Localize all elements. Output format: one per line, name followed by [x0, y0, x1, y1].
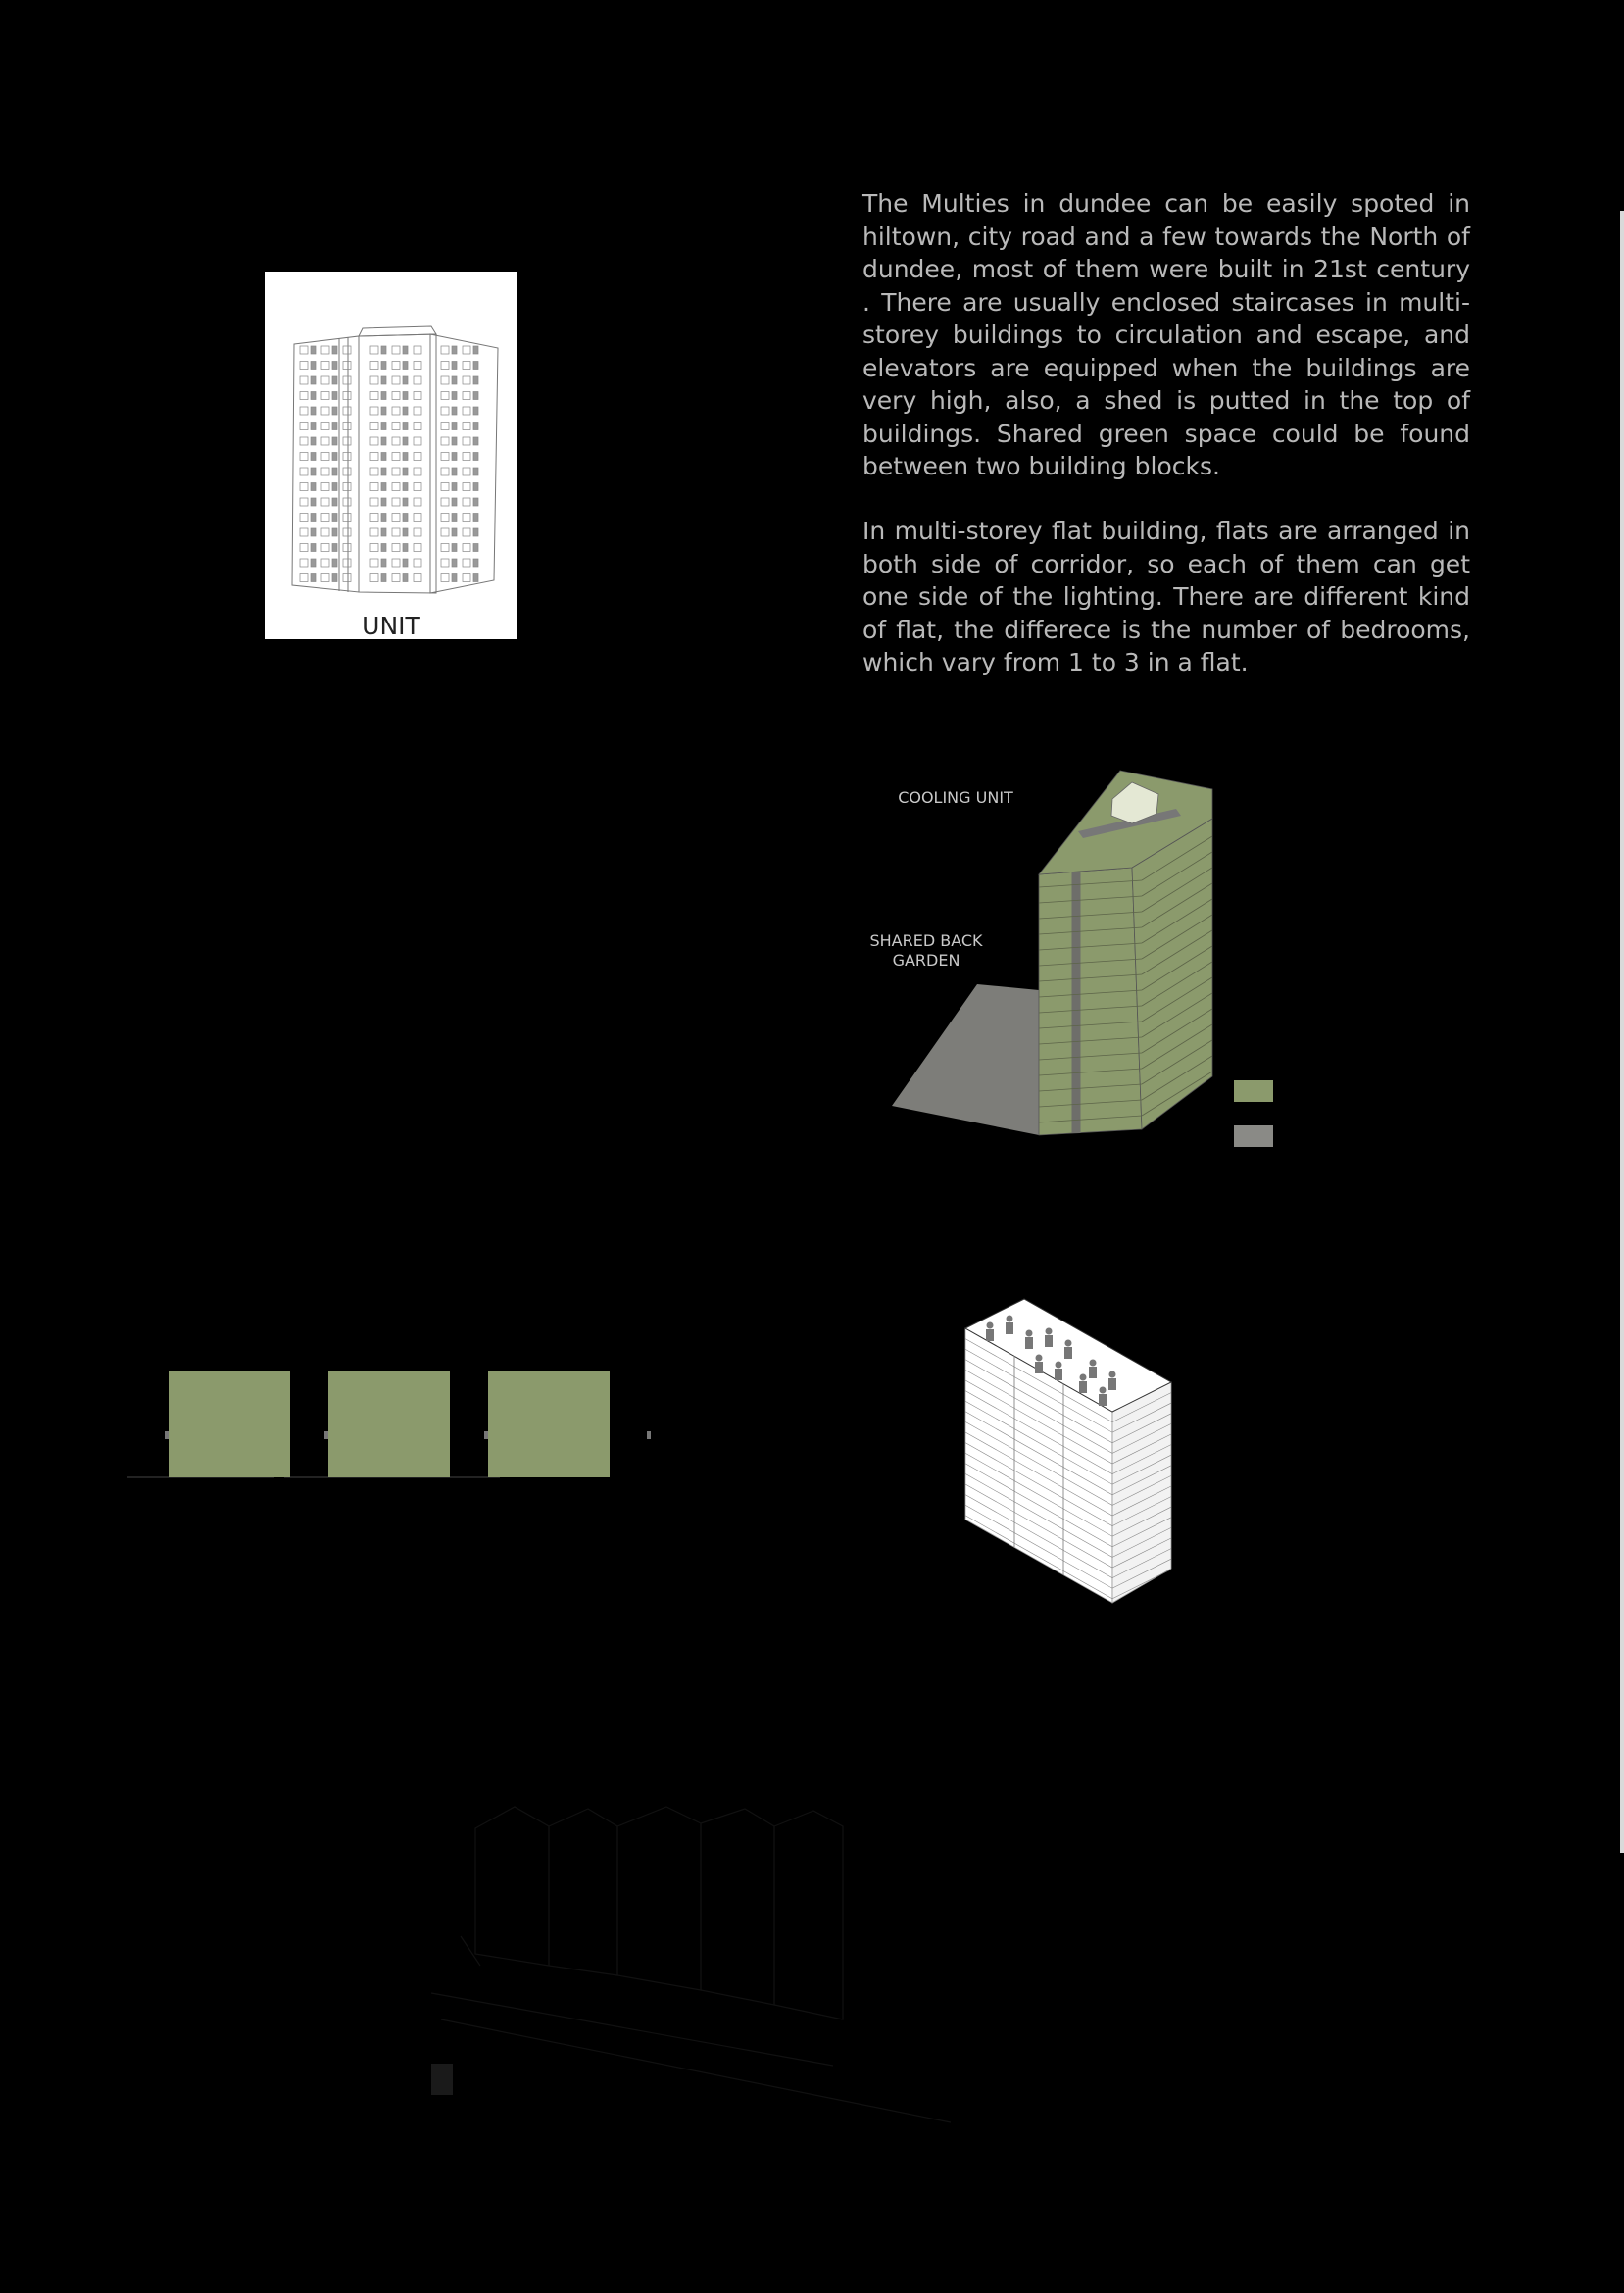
building-window [473, 483, 478, 491]
building-window [392, 346, 400, 354]
building-window [452, 437, 457, 445]
building-window [414, 423, 421, 430]
building-window [381, 407, 386, 415]
building-window [392, 514, 400, 522]
building-window [370, 559, 378, 567]
building-window [332, 544, 337, 552]
building-window [403, 468, 408, 475]
building-window [332, 559, 337, 567]
building-window [403, 483, 408, 491]
building-window [300, 437, 308, 445]
building-window [311, 423, 316, 430]
building-window [321, 376, 329, 384]
person-icon [1026, 1330, 1033, 1337]
building-window [343, 376, 351, 384]
building-window [300, 346, 308, 354]
building-window [300, 407, 308, 415]
building-window [403, 407, 408, 415]
building-window [452, 346, 457, 354]
building-window [321, 544, 329, 552]
building-window [370, 453, 378, 461]
green-block-3 [488, 1371, 610, 1477]
building-window [463, 423, 470, 430]
building-window [473, 453, 478, 461]
building-window [370, 514, 378, 522]
building-window [441, 514, 449, 522]
building-window [321, 362, 329, 370]
building-window [392, 468, 400, 475]
building-window [381, 376, 386, 384]
building-window [332, 468, 337, 475]
building-window [343, 392, 351, 400]
shared-garden-label-line2: GARDEN [892, 951, 960, 970]
person-body [1079, 1381, 1087, 1393]
person-body [1064, 1347, 1072, 1359]
shared-garden-area [892, 984, 1039, 1135]
building-window [381, 346, 386, 354]
building-window [321, 528, 329, 536]
building-window [381, 528, 386, 536]
building-window [463, 498, 470, 506]
building-window [370, 544, 378, 552]
building-window [441, 423, 449, 430]
building-window [321, 498, 329, 506]
building-window [441, 574, 449, 582]
person-body [1035, 1362, 1043, 1373]
building-window [414, 407, 421, 415]
building-window [332, 514, 337, 522]
building-window [311, 392, 316, 400]
building-window [441, 376, 449, 384]
building-window [311, 453, 316, 461]
building-window [473, 528, 478, 536]
building-window [381, 514, 386, 522]
building-window [473, 544, 478, 552]
building-window [392, 528, 400, 536]
building-window [463, 453, 470, 461]
building-window [463, 346, 470, 354]
person-body [986, 1329, 994, 1341]
person-body [1099, 1394, 1107, 1406]
building-window [403, 498, 408, 506]
unit-card [265, 272, 517, 639]
building-window [392, 392, 400, 400]
building-window [452, 362, 457, 370]
isometric-tower-people [956, 1284, 1181, 1608]
building-window [332, 423, 337, 430]
building-window [473, 437, 478, 445]
building-window [403, 392, 408, 400]
building-window [414, 498, 421, 506]
building-window [392, 574, 400, 582]
building-window [392, 362, 400, 370]
building-window [452, 423, 457, 430]
person-body [1055, 1369, 1062, 1380]
street-section-sketch [421, 1799, 970, 2132]
building-window [441, 528, 449, 536]
cooling-unit-label: COOLING UNIT [898, 788, 1013, 807]
building-window [414, 483, 421, 491]
building-window [370, 468, 378, 475]
building-window [392, 483, 400, 491]
building-window [463, 559, 470, 567]
building-window [452, 559, 457, 567]
building-window [441, 362, 449, 370]
building-window [321, 468, 329, 475]
person-icon [1080, 1374, 1087, 1381]
person-body [1108, 1378, 1116, 1390]
building-window [343, 574, 351, 582]
building-window [392, 453, 400, 461]
building-window [300, 514, 308, 522]
building-window [321, 453, 329, 461]
building-window [414, 453, 421, 461]
building-window [463, 468, 470, 475]
building-window [414, 346, 421, 354]
person-icon [987, 1322, 994, 1329]
building-window [441, 392, 449, 400]
tower-front-face [1039, 868, 1142, 1135]
building-window [452, 544, 457, 552]
building-window [463, 574, 470, 582]
building-window [403, 362, 408, 370]
building-window [321, 559, 329, 567]
building-window [381, 498, 386, 506]
building-window [463, 407, 470, 415]
building-window [343, 468, 351, 475]
building-window [473, 423, 478, 430]
building-window [321, 407, 329, 415]
building-window [343, 483, 351, 491]
building-window [441, 437, 449, 445]
building-window [414, 528, 421, 536]
person-icon [1090, 1360, 1097, 1367]
building-window [311, 574, 316, 582]
building-window [343, 528, 351, 536]
building-window [311, 468, 316, 475]
building-window [370, 574, 378, 582]
person-body [1006, 1322, 1013, 1334]
building-window [300, 423, 308, 430]
person-icon [1046, 1328, 1053, 1335]
building-window [441, 559, 449, 567]
building-window [403, 514, 408, 522]
unit-block-plan [127, 1368, 657, 1480]
building-window [381, 544, 386, 552]
isometric-tower-side [1112, 1382, 1171, 1603]
building-window [332, 376, 337, 384]
building-window [381, 423, 386, 430]
building-window [311, 483, 316, 491]
building-window [370, 423, 378, 430]
building-window [332, 437, 337, 445]
building-window [300, 483, 308, 491]
building-window [321, 514, 329, 522]
building-window [370, 362, 378, 370]
building-window [381, 559, 386, 567]
building-window [370, 392, 378, 400]
person-icon [1007, 1316, 1013, 1322]
building-window [321, 423, 329, 430]
building-window [311, 498, 316, 506]
building-window [452, 453, 457, 461]
person-icon [1056, 1362, 1062, 1369]
building-window [441, 346, 449, 354]
building-window [321, 483, 329, 491]
person-icon [1065, 1340, 1072, 1347]
building-window [332, 392, 337, 400]
building-window [332, 498, 337, 506]
building-window [332, 453, 337, 461]
building-window [332, 574, 337, 582]
person-body [1025, 1337, 1033, 1349]
unit-label: UNIT [362, 612, 420, 640]
building-window [381, 453, 386, 461]
building-window [321, 392, 329, 400]
building-window [343, 498, 351, 506]
building-window [370, 346, 378, 354]
building-window [452, 376, 457, 384]
building-window [441, 544, 449, 552]
building-window [403, 346, 408, 354]
building-window [300, 528, 308, 536]
building-window [403, 423, 408, 430]
building-window [414, 392, 421, 400]
green-block-2 [328, 1371, 450, 1477]
building-window [332, 362, 337, 370]
person-body [1045, 1335, 1053, 1347]
building-window [463, 392, 470, 400]
building-window [392, 407, 400, 415]
building-window [332, 346, 337, 354]
building-window [300, 574, 308, 582]
building-window [370, 376, 378, 384]
building-window [452, 514, 457, 522]
building-window [441, 453, 449, 461]
axonometric-tower-diagram [882, 765, 1225, 1157]
person-icon [1036, 1355, 1043, 1362]
building-window [473, 498, 478, 506]
building-window [343, 407, 351, 415]
building-window [452, 392, 457, 400]
building-elevation-drawing [284, 321, 500, 600]
building-window [343, 514, 351, 522]
building-window [463, 437, 470, 445]
building-window [392, 544, 400, 552]
building-window [473, 362, 478, 370]
building-window [370, 483, 378, 491]
building-window [370, 528, 378, 536]
building-window [414, 437, 421, 445]
building-window [463, 528, 470, 536]
building-window [300, 453, 308, 461]
building-window [332, 528, 337, 536]
building-window [452, 528, 457, 536]
legend-grey-swatch [1234, 1125, 1273, 1147]
building-window [403, 574, 408, 582]
building-window [403, 559, 408, 567]
description-paragraph-2: In multi-storey flat building, flats are arranged in both side of corridor, so each of them can get one side of the lighting. There are different kind of flat, the differece is the number of bedrooms, which vary from 1 to 3 in a flat. [862, 517, 1470, 676]
person-body [1089, 1367, 1097, 1378]
building-window [311, 544, 316, 552]
building-window [463, 362, 470, 370]
legend-green-swatch [1234, 1080, 1273, 1102]
building-window [473, 346, 478, 354]
building-window [300, 559, 308, 567]
building-window [452, 498, 457, 506]
building-window [473, 376, 478, 384]
building-window [473, 559, 478, 567]
building-window [370, 437, 378, 445]
building-window [463, 544, 470, 552]
person-icon [1109, 1371, 1116, 1378]
building-window [381, 468, 386, 475]
building-window [414, 559, 421, 567]
building-window [473, 468, 478, 475]
shared-garden-label-line1: SHARED BACK [869, 931, 983, 950]
building-window [343, 544, 351, 552]
building-window [370, 407, 378, 415]
building-window [311, 437, 316, 445]
building-window [381, 437, 386, 445]
building-window [403, 437, 408, 445]
building-window [311, 559, 316, 567]
building-window [343, 559, 351, 567]
building-window [381, 392, 386, 400]
building-window [311, 528, 316, 536]
building-window [473, 574, 478, 582]
building-window [381, 483, 386, 491]
building-window [452, 468, 457, 475]
building-window [463, 376, 470, 384]
building-window [300, 392, 308, 400]
building-window [452, 483, 457, 491]
building-window [321, 574, 329, 582]
building-window [311, 407, 316, 415]
building-window [414, 362, 421, 370]
building-window [403, 376, 408, 384]
building-window [392, 376, 400, 384]
building-window [300, 376, 308, 384]
building-window [321, 437, 329, 445]
building-window [452, 407, 457, 415]
building-window [381, 362, 386, 370]
building-window [414, 376, 421, 384]
green-block-1 [169, 1371, 290, 1477]
building-window [311, 514, 316, 522]
building-window [414, 514, 421, 522]
building-window [441, 483, 449, 491]
building-window [300, 498, 308, 506]
building-window [392, 559, 400, 567]
building-window [473, 392, 478, 400]
building-window [381, 574, 386, 582]
building-window [343, 437, 351, 445]
building-window [300, 468, 308, 475]
building-window [414, 574, 421, 582]
building-window [343, 423, 351, 430]
building-window [414, 468, 421, 475]
person-icon [1100, 1387, 1107, 1394]
building-window [452, 574, 457, 582]
building-window [370, 498, 378, 506]
building-window [473, 514, 478, 522]
street-sign [431, 2064, 453, 2095]
building-window [343, 346, 351, 354]
description-paragraph-1: The Multies in dundee can be easily spoted in hiltown, city road and a few towards the North of dundee, most of them were built in 21st century . There are usually enclosed staircases in multi-storey buildings to circulation and escape, and elevators are equipped when the buildings are very high, also, a shed is putted in the top of buildings. Shared green space could be found between two building blocks. [862, 189, 1470, 480]
building-window [343, 362, 351, 370]
building-window [441, 407, 449, 415]
building-window [403, 544, 408, 552]
building-window [392, 498, 400, 506]
building-window [332, 407, 337, 415]
building-window [343, 453, 351, 461]
building-window [463, 514, 470, 522]
building-window [300, 544, 308, 552]
building-window [403, 453, 408, 461]
building-window [441, 468, 449, 475]
building-window [392, 423, 400, 430]
building-window [300, 362, 308, 370]
right-edge-bar [1620, 211, 1624, 1853]
building-window [463, 483, 470, 491]
building-window [311, 376, 316, 384]
building-window [321, 346, 329, 354]
building-window [414, 544, 421, 552]
building-window [332, 483, 337, 491]
building-window [311, 362, 316, 370]
building-window [403, 528, 408, 536]
building-window [392, 437, 400, 445]
building-window [311, 346, 316, 354]
building-window [441, 498, 449, 506]
building-window [473, 407, 478, 415]
